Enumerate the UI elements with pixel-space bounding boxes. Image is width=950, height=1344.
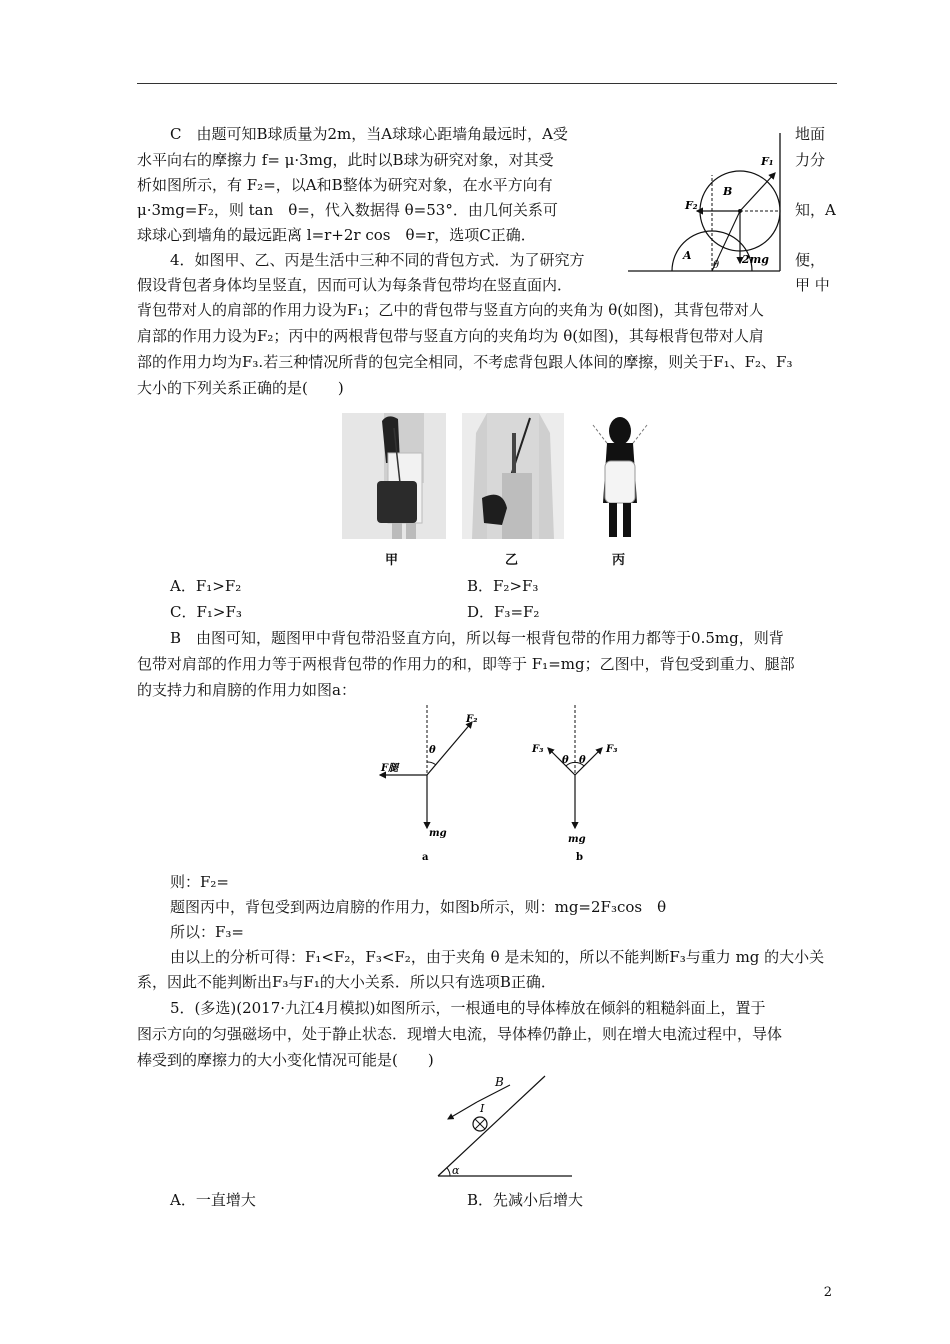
text-line: 则：F₂= [170,873,229,891]
label-alpha: α [452,1164,460,1177]
text-line: 的支持力和肩膀的作用力如图a： [137,681,356,699]
label-theta-right: θ [579,755,586,766]
label-2mg: 2mg [742,253,769,266]
label-f1: F₁ [761,155,774,168]
label-a: A [683,249,692,262]
text-line: 图示方向的匀强磁场中，处于静止状态．现增大电流，导体棒仍静止，则在增大电流过程中，导体 [137,1025,783,1043]
label-f2: F₂ [685,199,698,212]
text-line: 便， [795,251,826,269]
incline-diagram [430,1072,580,1180]
caption-yi: 乙 [505,553,519,568]
caption-jia: 甲 [385,553,399,568]
text-line: 题图丙中，背包受到两边肩膀的作用力，如图b所示，则：mg=2F₃cos θ [170,898,667,916]
label-f2: F₂ [466,714,478,725]
label-b-fig: b [576,852,583,863]
text-line: 包带对肩部的作用力等于两根背包带的作用力的和，即等于 F₁=mg；乙图中，背包受到重力、腿部 [137,655,795,673]
option-a: A．F₁>F₂ [170,577,242,595]
label-a-fig: a [422,852,429,863]
label-theta: θ [429,745,436,756]
option-c: C．F₁>F₃ [170,603,242,621]
text-line: 知，A [795,201,836,219]
text-line: 肩部的作用力设为F₂；丙中的两根背包带与竖直方向的夹角均为 θ(如图)，其每根背包带对人肩 [137,327,764,345]
label-mg: mg [429,828,447,839]
text-line: 地面 [795,125,826,143]
text-line: 棒受到的摩擦力的大小变化情况可能是( ) [137,1051,434,1069]
text-line: 大小的下列关系正确的是( ) [137,379,344,397]
text-line: 背包带对人的肩部的作用力设为F₁；乙中的背包带与竖直方向的夹角为 θ(如图)，其背包带对人 [137,301,764,319]
label-f3-left: F₃ [532,744,544,755]
header-rule [137,83,837,84]
text-line: 所以：F₃= [170,923,244,941]
option-b: B．F₂>F₃ [467,577,539,595]
text-line: 甲 中 [795,276,830,294]
label-theta: θ [713,260,720,271]
photo-jia [342,413,446,539]
force-diagrams-ab [350,700,650,870]
text-line: 4．如图甲、乙、丙是生活中三种不同的背包方式．为了研究方 [170,251,585,269]
text-line: 力分 [795,151,826,169]
page-number: 2 [823,1285,832,1300]
label-fleg: F腿 [381,763,399,774]
text-line: B 由图可知，题图甲中背包带沿竖直方向，所以每一根背包带的作用力都等于0.5mg，则背 [170,629,784,647]
photo-yi [462,413,564,539]
option-a: A．一直增大 [170,1191,256,1209]
text-line: 系，因此不能判断出F₃与F₁的大小关系．所以只有选项B正确． [137,973,556,991]
label-mg: mg [568,834,586,845]
text-line: 由以上的分析可得：F₁<F₂，F₃<F₂，由于夹角 θ 是未知的，所以不能判断F₃与重力 mg 的大小关 [170,948,825,966]
label-b-field: B [495,1075,504,1089]
text-line: 假设背包者身体均呈竖直，因而可认为每条背包带均在竖直面内． [137,276,573,294]
text-line: 部的作用力均为F₃.若三种情况所背的包完全相同，不考虑背包跟人体间的摩擦，则关于F₁、F₂、F₃ [137,353,793,371]
option-d: D．F₃=F₂ [467,603,540,621]
text-line: 水平向右的摩擦力 f= μ·3mg，此时以B球为研究对象，对其受 [137,151,554,169]
label-b: B [723,185,733,198]
label-f3-right: F₃ [606,744,618,755]
text-line: C 由题可知B球质量为2m，当A球球心距墙角最远时，A受 [170,125,568,143]
option-b: B．先减小后增大 [467,1191,584,1209]
text-line: 球球心到墙角的最远距离 l=r+2r cos θ=r，选项C正确． [137,226,536,244]
ball-force-diagram [625,125,795,275]
label-current: I [480,1102,485,1115]
text-line: 5．(多选)(2017·九江4月模拟)如图所示，一根通电的导体棒放在倾斜的粗糙斜面上，置于 [170,999,766,1017]
text-line: μ·3mg=F₂，则 tan θ=，代入数据得 θ=53°．由几何关系可 [137,201,558,219]
photo-bing [585,413,655,539]
caption-bing: 丙 [612,553,626,568]
text-line: 析如图所示，有 F₂=，以A和B整体为研究对象，在水平方向有 [137,176,553,194]
label-theta-left: θ [562,755,569,766]
